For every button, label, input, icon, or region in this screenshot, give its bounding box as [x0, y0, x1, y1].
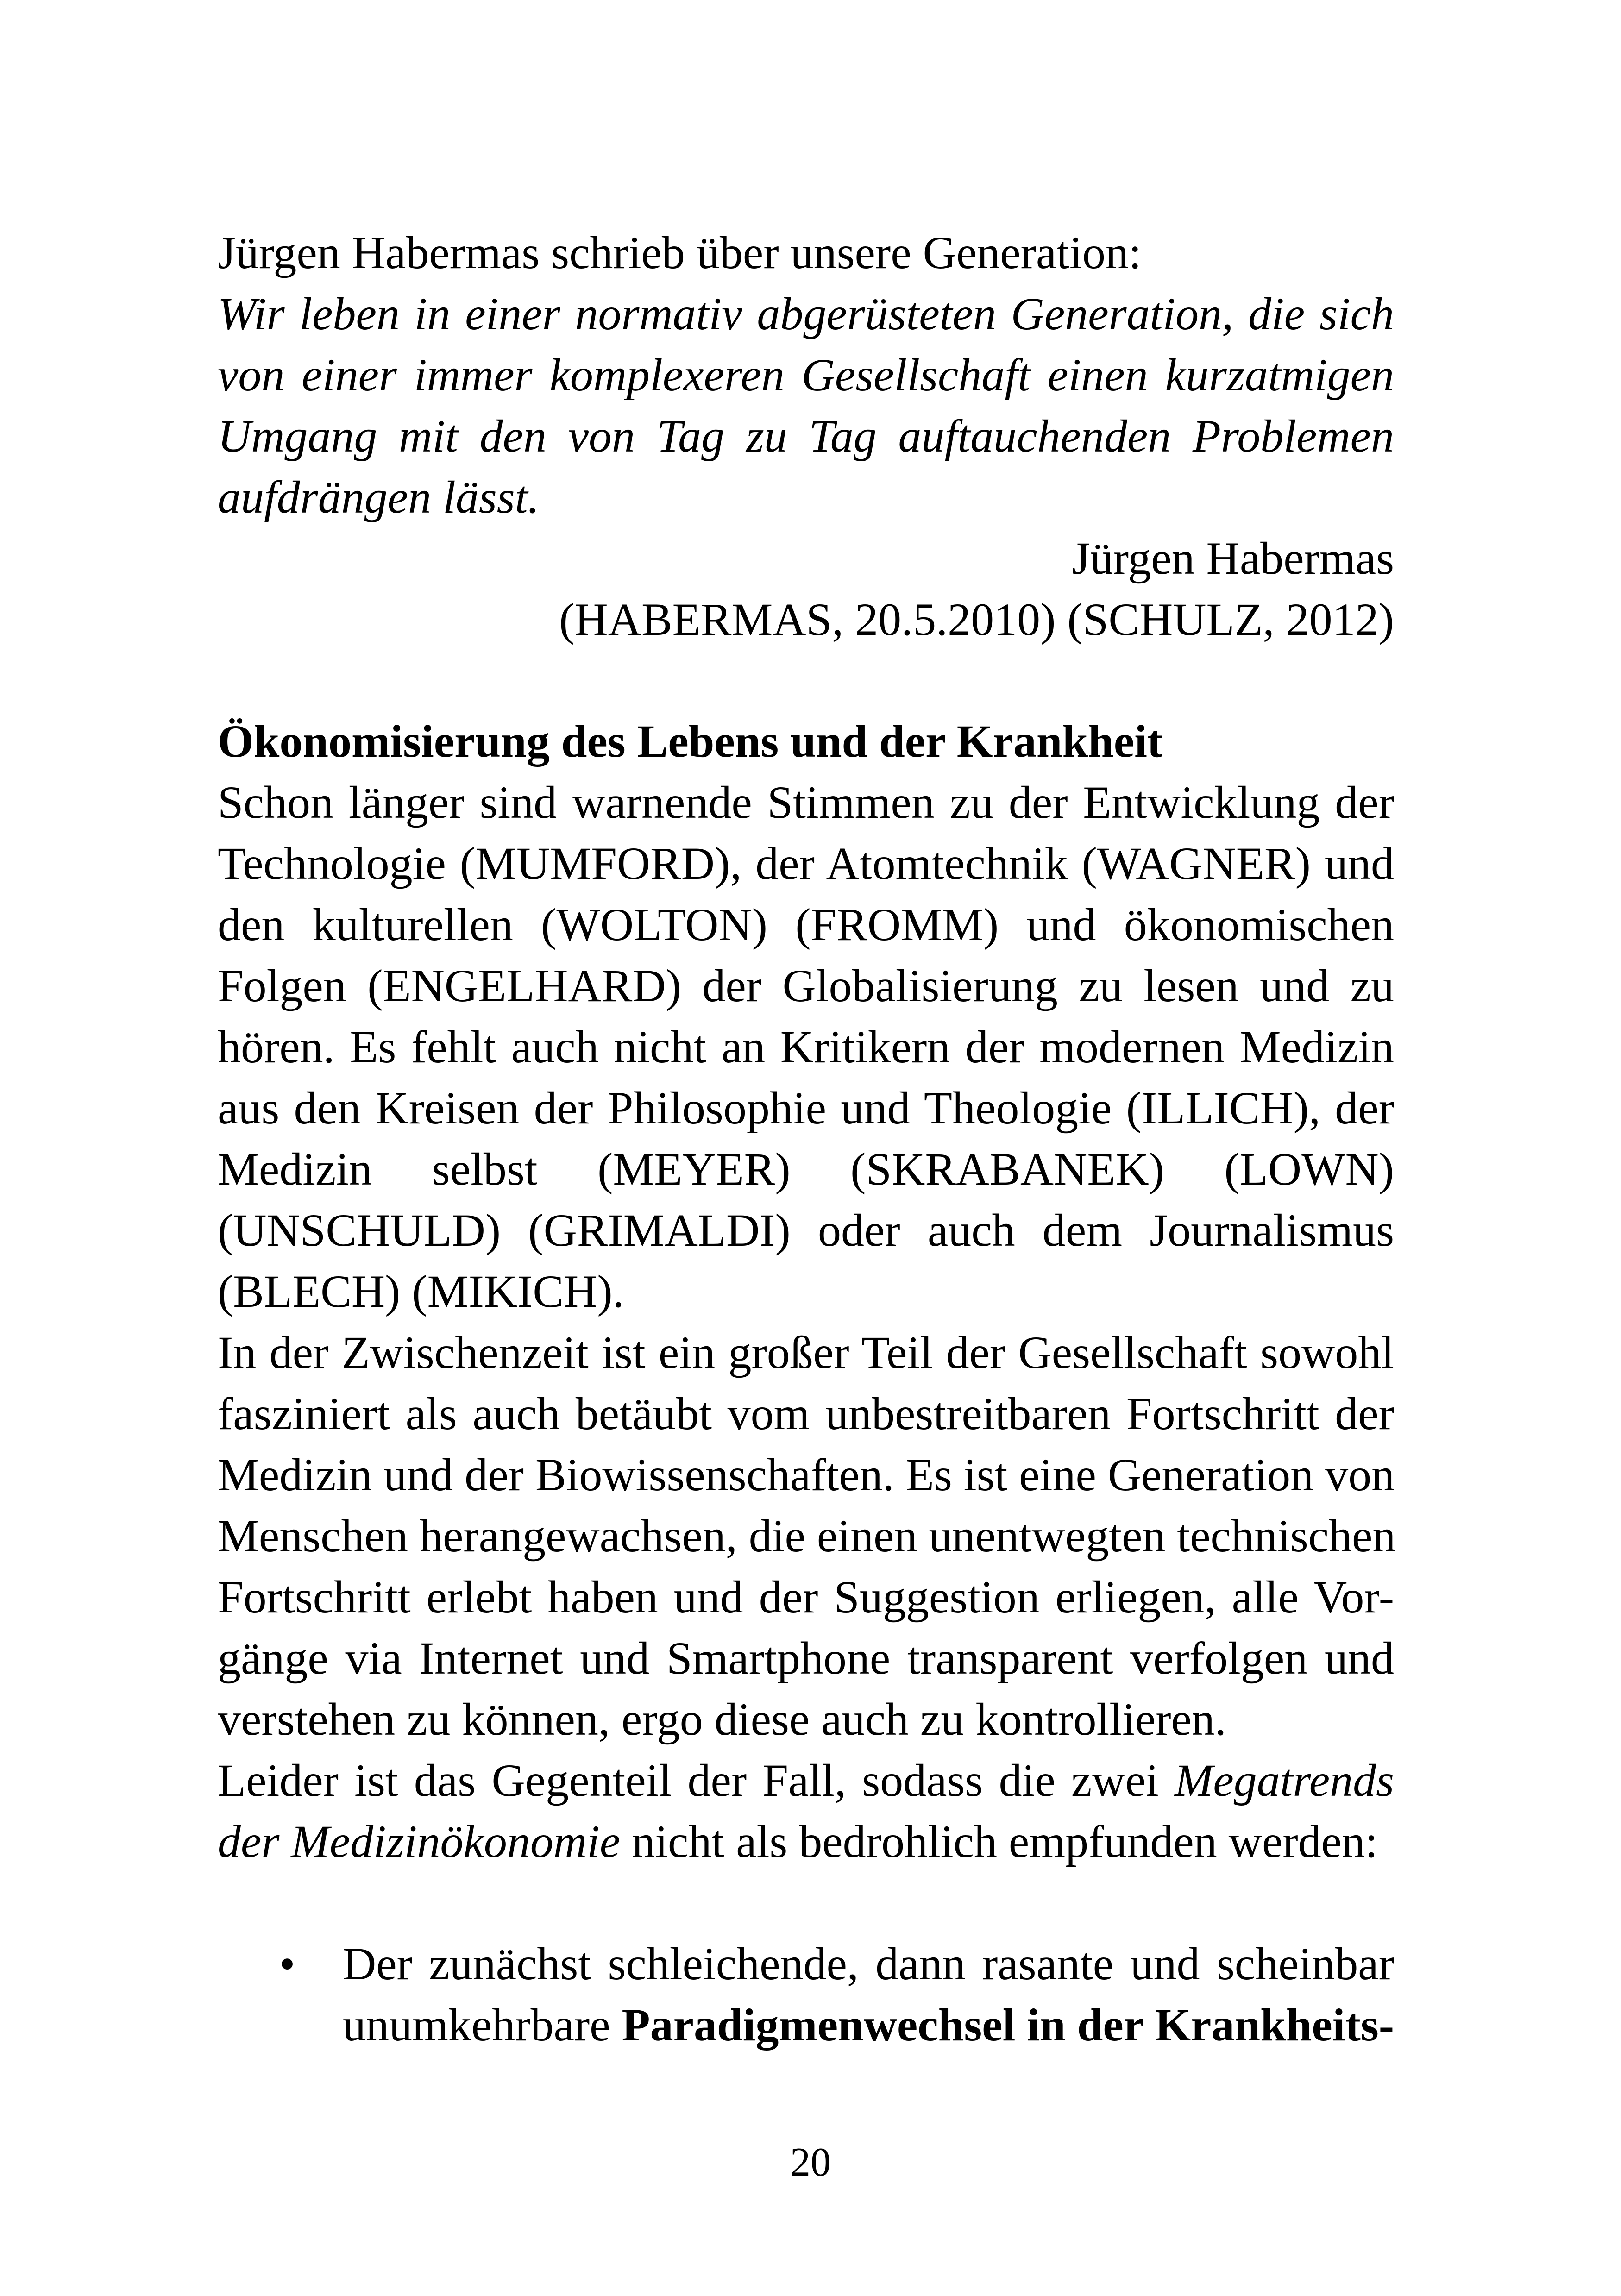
- paragraph-line: In der Zwischenzeit ist ein großer Teil der Gesellschaft sowohl: [218, 1327, 1394, 1378]
- page-number: 20: [790, 2140, 831, 2185]
- emphasis-run: Megatrends: [1175, 1755, 1394, 1806]
- bullet-icon: •: [279, 1938, 295, 1989]
- paragraph-line: verstehen zu können, ergo diese auch zu kontrollieren.: [218, 1694, 1226, 1745]
- strong-run: Paradigmenwechsel in der Krankheits-: [622, 1999, 1395, 2051]
- quote-line: aufdrängen lässt.: [218, 471, 540, 523]
- section-heading: Ökonomisierung des Lebens und der Krankheit: [218, 715, 1163, 767]
- text-run: nicht als bedrohlich empfunden werden:: [620, 1816, 1378, 1867]
- quote-line: Wir leben in einer normativ abgerüsteten Generation, die sich: [218, 288, 1394, 339]
- paragraph-line: Menschen herangewachsen, die einen unentwegten technischen: [218, 1510, 1396, 1562]
- paragraph-line: Medizin selbst (MEYER) (SKRABANEK) (LOWN): [218, 1143, 1394, 1195]
- paragraph-line: [218, 1811, 1394, 1872]
- quote-line: Umgang mit den von Tag zu Tag auftauchenden Problemen: [218, 410, 1394, 462]
- paragraph-line: Fortschritt erlebt haben und der Suggestion erliegen, alle Vor-: [218, 1571, 1394, 1623]
- paragraph-line: Schon länger sind warnende Stimmen zu der Entwicklung der: [218, 777, 1394, 828]
- bullet-list: [218, 1933, 1394, 2056]
- emphasis-run: der Medizinökonomie: [218, 1816, 621, 1867]
- paragraph-line: Technologie (MUMFORD), der Atomtechnik (WAGNER) und: [218, 838, 1394, 889]
- list-item-line: Der zunächst schleichende, dann rasante und scheinbar: [343, 1938, 1394, 1989]
- intro-lead: Jürgen Habermas schrieb über unsere Generation:: [218, 227, 1142, 278]
- paragraph-line: (UNSCHULD) (GRIMALDI) oder auch dem Journalismus: [218, 1204, 1394, 1256]
- paragraph-line: fasziniert als auch betäubt vom unbestreitbaren Fortschritt der: [218, 1388, 1394, 1439]
- text-run: unumkehrbare: [343, 1999, 622, 2051]
- intro-block: [218, 222, 1394, 650]
- quote-citation: (HABERMAS, 20.5.2010) (SCHULZ, 2012): [559, 594, 1394, 645]
- paragraph-line: aus den Kreisen der Philosophie und Theologie (ILLICH), der: [218, 1082, 1394, 1134]
- list-item: [218, 1933, 1394, 2056]
- paragraph-line: den kulturellen (WOLTON) (FROMM) und ökonomischen: [218, 899, 1394, 950]
- paragraph-line: hören. Es fehlt auch nicht an Kritikern der modernen Medizin: [218, 1021, 1394, 1073]
- text-run: Leider ist das Gegenteil der Fall, sodass die zwei: [218, 1755, 1175, 1806]
- section-block: [218, 711, 1394, 1872]
- paragraph-line: [218, 1750, 1394, 1811]
- quote-attribution: Jürgen Habermas: [1072, 533, 1394, 584]
- paragraph-line: gänge via Internet und Smartphone transparent verfolgen und: [218, 1632, 1394, 1684]
- quote-line: von einer immer komplexeren Gesellschaft einen kurzatmigen: [218, 349, 1394, 401]
- paragraph-line: Medizin und der Biowissenschaften. Es ist eine Generation von: [218, 1449, 1395, 1500]
- list-item-line: [343, 1995, 1394, 2056]
- paragraph-line: Folgen (ENGELHARD) der Globalisierung zu lesen und zu: [218, 960, 1394, 1011]
- paragraph-line: (BLECH) (MIKICH).: [218, 1266, 624, 1317]
